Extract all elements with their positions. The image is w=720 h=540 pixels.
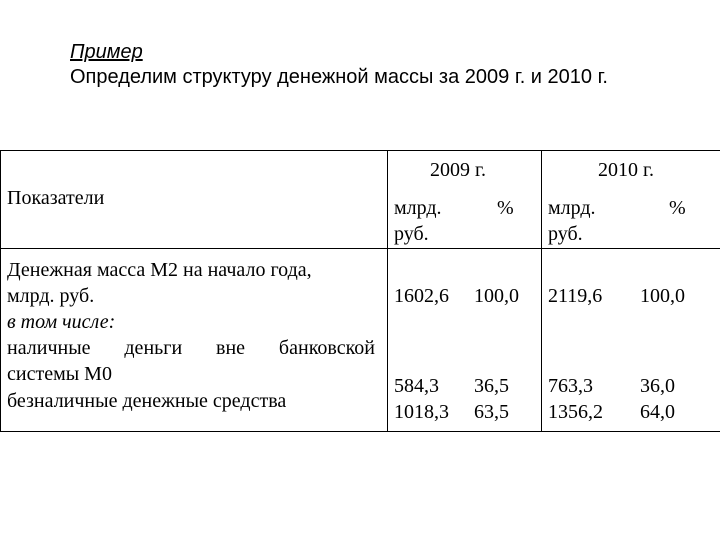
noncash-2009-percent: 63,5: [474, 401, 509, 423]
cash-2010-amount: 763,3: [548, 375, 593, 397]
cash-2009-amount: 584,3: [394, 375, 439, 397]
year-2009-header: 2009 г.: [430, 159, 486, 181]
cash-2009-percent: 36,5: [474, 375, 509, 397]
including-label: в том числе:: [7, 311, 116, 333]
indicator-column-divider: [387, 150, 388, 432]
unit-2010-line1: млрд.: [548, 197, 596, 219]
m2-2010-percent: 100,0: [640, 285, 685, 307]
m2-2009-percent: 100,0: [474, 285, 519, 307]
year-column-divider: [541, 150, 542, 432]
noncash-label: безналичные денежные средства: [7, 390, 287, 412]
cash-label-line1: наличные деньги вне банковской: [7, 337, 375, 359]
year-2010-header: 2010 г.: [598, 159, 654, 181]
task-text: Определим структуру денежной массы за 2009 г. и 2010 г.: [70, 66, 608, 88]
table-left-border: [0, 150, 1, 432]
percent-2010-header: %: [669, 197, 686, 219]
example-label: Пример: [70, 41, 143, 63]
m2-2009-amount: 1602,6: [394, 285, 449, 307]
table-top-border: [0, 150, 720, 151]
m2-label-line2: млрд. руб.: [7, 285, 95, 307]
noncash-2010-amount: 1356,2: [548, 401, 603, 423]
heading-block: [70, 40, 608, 90]
money-supply-table: [0, 150, 720, 432]
noncash-2009-amount: 1018,3: [394, 401, 449, 423]
cash-label-line2: системы М0: [7, 363, 112, 385]
m2-2010-amount: 2119,6: [548, 285, 603, 307]
table-bottom-border: [0, 431, 720, 432]
m2-label-line1: Денежная масса М2 на начало года,: [7, 259, 312, 281]
noncash-2010-percent: 64,0: [640, 401, 675, 423]
unit-2009-line1: млрд.: [394, 197, 442, 219]
cash-2010-percent: 36,0: [640, 375, 675, 397]
unit-2010-line2: руб.: [548, 223, 583, 245]
unit-2009-line2: руб.: [394, 223, 429, 245]
percent-2009-header: %: [497, 197, 514, 219]
indicator-header: Показатели: [7, 187, 105, 209]
header-bottom-border: [0, 248, 720, 249]
